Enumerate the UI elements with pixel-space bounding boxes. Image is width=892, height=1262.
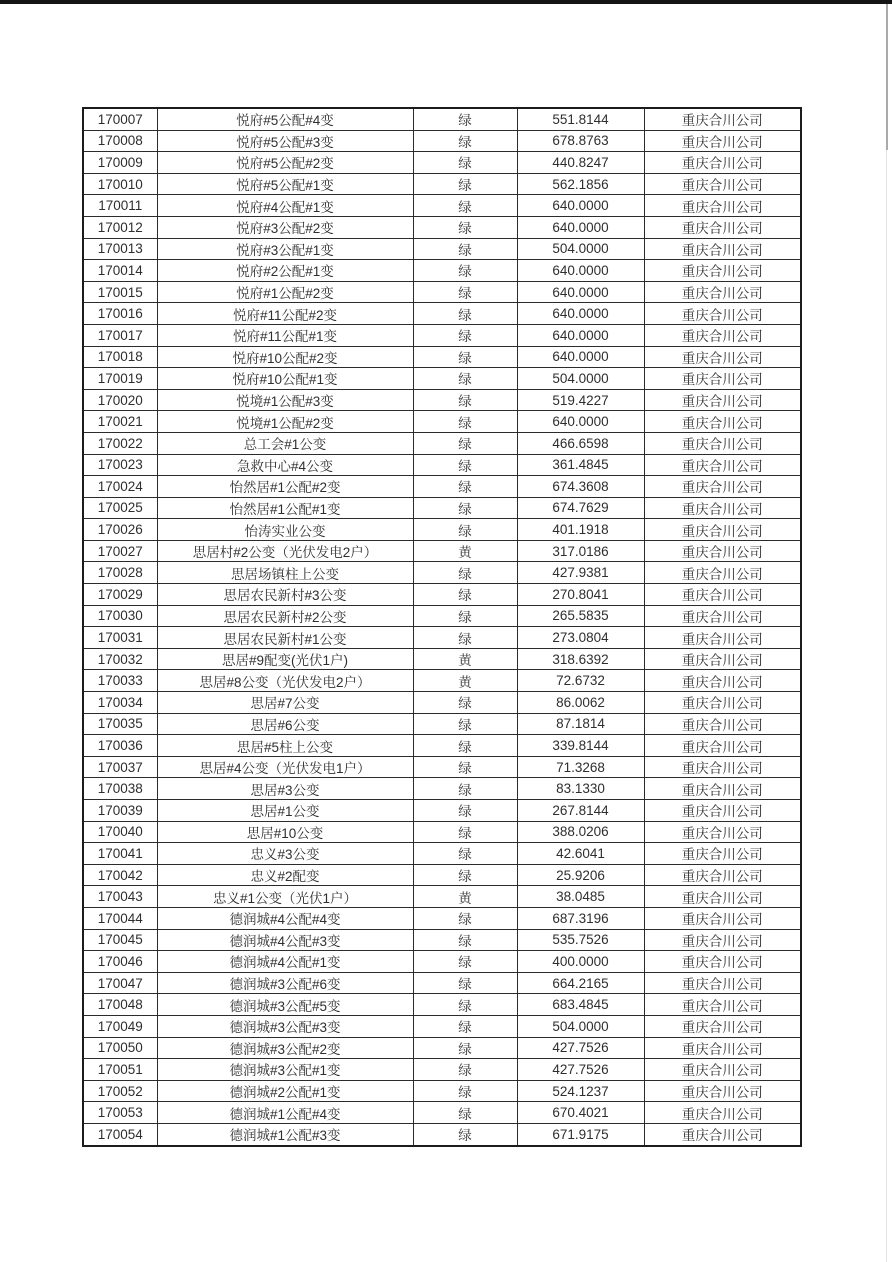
cell-id: 170013 <box>83 238 157 260</box>
table-row <box>83 605 801 627</box>
cell-name: 总工会#1公变 <box>157 432 413 454</box>
cell-id: 170031 <box>83 627 157 649</box>
cell-status: 绿 <box>413 821 517 843</box>
cell-name: 德润城#1公配#4变 <box>157 1102 413 1124</box>
cell-id: 170039 <box>83 800 157 822</box>
table-row <box>83 951 801 973</box>
cell-id: 170054 <box>83 1123 157 1145</box>
cell-id: 170029 <box>83 584 157 606</box>
cell-name: 思居#7公变 <box>157 692 413 714</box>
cell-value: 270.8041 <box>517 584 644 606</box>
cell-status: 绿 <box>413 756 517 778</box>
cell-name: 思居#5柱上公变 <box>157 735 413 757</box>
cell-company: 重庆合川公司 <box>644 260 801 282</box>
cell-value: 640.0000 <box>517 324 644 346</box>
cell-status: 绿 <box>413 389 517 411</box>
table-row <box>83 152 801 174</box>
table-row <box>83 281 801 303</box>
cell-name: 思居农民新村#2公变 <box>157 605 413 627</box>
cell-value: 640.0000 <box>517 411 644 433</box>
cell-name: 悦境#1公配#2变 <box>157 411 413 433</box>
cell-value: 535.7526 <box>517 929 644 951</box>
cell-company: 重庆合川公司 <box>644 476 801 498</box>
cell-value: 524.1237 <box>517 1080 644 1102</box>
cell-id: 170050 <box>83 1037 157 1059</box>
cell-status: 绿 <box>413 907 517 929</box>
table-row <box>83 648 801 670</box>
cell-status: 绿 <box>413 778 517 800</box>
table-row <box>83 562 801 584</box>
table-row <box>83 346 801 368</box>
cell-company: 重庆合川公司 <box>644 303 801 325</box>
cell-status: 绿 <box>413 951 517 973</box>
cell-company: 重庆合川公司 <box>644 584 801 606</box>
cell-id: 170052 <box>83 1080 157 1102</box>
cell-value: 504.0000 <box>517 238 644 260</box>
cell-status: 绿 <box>413 260 517 282</box>
cell-status: 绿 <box>413 368 517 390</box>
cell-name: 悦府#10公配#1变 <box>157 368 413 390</box>
table-row <box>83 540 801 562</box>
table-row <box>83 843 801 865</box>
cell-id: 170033 <box>83 670 157 692</box>
cell-company: 重庆合川公司 <box>644 540 801 562</box>
cell-name: 思居#10公变 <box>157 821 413 843</box>
table-row <box>83 324 801 346</box>
cell-id: 170036 <box>83 735 157 757</box>
table-row <box>83 778 801 800</box>
cell-name: 思居农民新村#3公变 <box>157 584 413 606</box>
cell-value: 678.8763 <box>517 130 644 152</box>
cell-status: 绿 <box>413 713 517 735</box>
page-right-edge-shadow <box>886 4 888 150</box>
cell-value: 440.8247 <box>517 152 644 174</box>
table-row <box>83 692 801 714</box>
cell-id: 170034 <box>83 692 157 714</box>
cell-name: 思居#4公变（光伏发电1户） <box>157 756 413 778</box>
cell-value: 671.9175 <box>517 1123 644 1145</box>
cell-company: 重庆合川公司 <box>644 864 801 886</box>
transformer-data-table <box>82 107 802 1147</box>
cell-company: 重庆合川公司 <box>644 497 801 519</box>
cell-status: 绿 <box>413 562 517 584</box>
cell-id: 170016 <box>83 303 157 325</box>
cell-value: 687.3196 <box>517 907 644 929</box>
cell-value: 400.0000 <box>517 951 644 973</box>
cell-name: 怡涛实业公变 <box>157 519 413 541</box>
cell-name: 悦府#11公配#1变 <box>157 324 413 346</box>
table-row <box>83 260 801 282</box>
cell-name: 思居#1公变 <box>157 800 413 822</box>
cell-id: 170049 <box>83 1015 157 1037</box>
cell-value: 38.0485 <box>517 886 644 908</box>
cell-company: 重庆合川公司 <box>644 368 801 390</box>
cell-id: 170017 <box>83 324 157 346</box>
table-row <box>83 907 801 929</box>
cell-value: 640.0000 <box>517 216 644 238</box>
cell-status: 绿 <box>413 1080 517 1102</box>
cell-value: 427.9381 <box>517 562 644 584</box>
cell-value: 42.6041 <box>517 843 644 865</box>
table-row <box>83 432 801 454</box>
table-row <box>83 411 801 433</box>
cell-name: 思居场镇柱上公变 <box>157 562 413 584</box>
cell-id: 170011 <box>83 195 157 217</box>
cell-name: 悦府#3公配#1变 <box>157 238 413 260</box>
cell-company: 重庆合川公司 <box>644 324 801 346</box>
cell-company: 重庆合川公司 <box>644 907 801 929</box>
cell-company: 重庆合川公司 <box>644 929 801 951</box>
cell-name: 忠义#2配变 <box>157 864 413 886</box>
cell-name: 思居#6公变 <box>157 713 413 735</box>
cell-status: 绿 <box>413 238 517 260</box>
cell-id: 170027 <box>83 540 157 562</box>
cell-name: 思居#3公变 <box>157 778 413 800</box>
cell-id: 170038 <box>83 778 157 800</box>
cell-value: 670.4021 <box>517 1102 644 1124</box>
cell-company: 重庆合川公司 <box>644 432 801 454</box>
cell-name: 悦府#5公配#3变 <box>157 130 413 152</box>
cell-status: 绿 <box>413 972 517 994</box>
cell-value: 551.8144 <box>517 108 644 130</box>
cell-company: 重庆合川公司 <box>644 951 801 973</box>
cell-value: 640.0000 <box>517 303 644 325</box>
table-row <box>83 670 801 692</box>
cell-company: 重庆合川公司 <box>644 411 801 433</box>
table-row <box>83 368 801 390</box>
cell-company: 重庆合川公司 <box>644 454 801 476</box>
cell-value: 640.0000 <box>517 195 644 217</box>
cell-id: 170046 <box>83 951 157 973</box>
cell-value: 339.8144 <box>517 735 644 757</box>
cell-status: 绿 <box>413 216 517 238</box>
cell-value: 388.0206 <box>517 821 644 843</box>
table-row <box>83 627 801 649</box>
cell-id: 170048 <box>83 994 157 1016</box>
cell-id: 170043 <box>83 886 157 908</box>
table-row <box>83 1102 801 1124</box>
cell-status: 绿 <box>413 735 517 757</box>
table-row <box>83 800 801 822</box>
cell-value: 87.1814 <box>517 713 644 735</box>
cell-value: 273.0804 <box>517 627 644 649</box>
cell-value: 267.8144 <box>517 800 644 822</box>
table-row <box>83 1123 801 1145</box>
cell-value: 83.1330 <box>517 778 644 800</box>
table-row <box>83 1059 801 1081</box>
cell-name: 思居村#2公变（光伏发电2户） <box>157 540 413 562</box>
cell-value: 674.3608 <box>517 476 644 498</box>
cell-id: 170032 <box>83 648 157 670</box>
table-row <box>83 1080 801 1102</box>
table-row <box>83 864 801 886</box>
cell-name: 悦境#1公配#3变 <box>157 389 413 411</box>
cell-value: 72.6732 <box>517 670 644 692</box>
cell-id: 170026 <box>83 519 157 541</box>
table-row <box>83 130 801 152</box>
cell-name: 悦府#2公配#1变 <box>157 260 413 282</box>
cell-company: 重庆合川公司 <box>644 756 801 778</box>
cell-company: 重庆合川公司 <box>644 1123 801 1145</box>
cell-company: 重庆合川公司 <box>644 735 801 757</box>
page-right-edge-line <box>886 4 887 1262</box>
cell-company: 重庆合川公司 <box>644 1059 801 1081</box>
cell-id: 170051 <box>83 1059 157 1081</box>
cell-status: 绿 <box>413 324 517 346</box>
cell-status: 绿 <box>413 303 517 325</box>
cell-status: 绿 <box>413 1037 517 1059</box>
cell-value: 86.0062 <box>517 692 644 714</box>
cell-id: 170010 <box>83 173 157 195</box>
table-row <box>83 972 801 994</box>
cell-name: 悦府#11公配#2变 <box>157 303 413 325</box>
cell-status: 绿 <box>413 152 517 174</box>
cell-status: 黄 <box>413 648 517 670</box>
cell-id: 170022 <box>83 432 157 454</box>
cell-company: 重庆合川公司 <box>644 281 801 303</box>
cell-value: 640.0000 <box>517 346 644 368</box>
table-row <box>83 584 801 606</box>
cell-company: 重庆合川公司 <box>644 108 801 130</box>
cell-status: 绿 <box>413 1102 517 1124</box>
cell-status: 绿 <box>413 476 517 498</box>
cell-value: 674.7629 <box>517 497 644 519</box>
cell-name: 悦府#4公配#1变 <box>157 195 413 217</box>
cell-company: 重庆合川公司 <box>644 627 801 649</box>
cell-status: 绿 <box>413 627 517 649</box>
cell-status: 绿 <box>413 346 517 368</box>
cell-value: 427.7526 <box>517 1059 644 1081</box>
page-top-edge-bar <box>0 0 892 4</box>
cell-company: 重庆合川公司 <box>644 821 801 843</box>
cell-value: 25.9206 <box>517 864 644 886</box>
cell-name: 悦府#3公配#2变 <box>157 216 413 238</box>
cell-status: 绿 <box>413 454 517 476</box>
cell-id: 170047 <box>83 972 157 994</box>
cell-status: 绿 <box>413 195 517 217</box>
cell-id: 170018 <box>83 346 157 368</box>
cell-value: 504.0000 <box>517 368 644 390</box>
cell-value: 640.0000 <box>517 281 644 303</box>
cell-name: 忠义#1公变（光伏1户） <box>157 886 413 908</box>
cell-value: 466.6598 <box>517 432 644 454</box>
cell-company: 重庆合川公司 <box>644 605 801 627</box>
cell-name: 德润城#4公配#3变 <box>157 929 413 951</box>
cell-status: 绿 <box>413 1059 517 1081</box>
cell-value: 640.0000 <box>517 260 644 282</box>
cell-id: 170007 <box>83 108 157 130</box>
cell-company: 重庆合川公司 <box>644 1037 801 1059</box>
table-row <box>83 756 801 778</box>
cell-company: 重庆合川公司 <box>644 670 801 692</box>
cell-id: 170024 <box>83 476 157 498</box>
table-row <box>83 497 801 519</box>
cell-status: 绿 <box>413 929 517 951</box>
cell-company: 重庆合川公司 <box>644 713 801 735</box>
cell-value: 683.4845 <box>517 994 644 1016</box>
table-row <box>83 108 801 130</box>
table-row <box>83 735 801 757</box>
cell-id: 170053 <box>83 1102 157 1124</box>
cell-company: 重庆合川公司 <box>644 173 801 195</box>
cell-name: 悦府#5公配#2变 <box>157 152 413 174</box>
cell-status: 绿 <box>413 281 517 303</box>
cell-status: 绿 <box>413 411 517 433</box>
cell-name: 悦府#5公配#4变 <box>157 108 413 130</box>
cell-company: 重庆合川公司 <box>644 1015 801 1037</box>
cell-name: 思居#8公变（光伏发电2户） <box>157 670 413 692</box>
cell-status: 绿 <box>413 173 517 195</box>
table-row <box>83 303 801 325</box>
cell-status: 绿 <box>413 605 517 627</box>
cell-name: 忠义#3公变 <box>157 843 413 865</box>
cell-value: 664.2165 <box>517 972 644 994</box>
cell-company: 重庆合川公司 <box>644 778 801 800</box>
cell-company: 重庆合川公司 <box>644 1080 801 1102</box>
table-row <box>83 389 801 411</box>
cell-company: 重庆合川公司 <box>644 886 801 908</box>
cell-status: 绿 <box>413 800 517 822</box>
cell-name: 德润城#4公配#4变 <box>157 907 413 929</box>
cell-name: 思居#9配变(光伏1户) <box>157 648 413 670</box>
cell-name: 德润城#2公配#1变 <box>157 1080 413 1102</box>
cell-company: 重庆合川公司 <box>644 216 801 238</box>
cell-value: 504.0000 <box>517 1015 644 1037</box>
cell-company: 重庆合川公司 <box>644 130 801 152</box>
cell-id: 170014 <box>83 260 157 282</box>
cell-id: 170019 <box>83 368 157 390</box>
cell-status: 绿 <box>413 584 517 606</box>
cell-status: 黄 <box>413 670 517 692</box>
cell-id: 170030 <box>83 605 157 627</box>
table-row <box>83 1015 801 1037</box>
cell-id: 170041 <box>83 843 157 865</box>
cell-name: 思居农民新村#1公变 <box>157 627 413 649</box>
cell-status: 绿 <box>413 108 517 130</box>
cell-company: 重庆合川公司 <box>644 648 801 670</box>
cell-company: 重庆合川公司 <box>644 389 801 411</box>
table-row <box>83 821 801 843</box>
cell-name: 怡然居#1公配#1变 <box>157 497 413 519</box>
cell-id: 170020 <box>83 389 157 411</box>
table-row <box>83 929 801 951</box>
cell-company: 重庆合川公司 <box>644 346 801 368</box>
table-row <box>83 195 801 217</box>
cell-company: 重庆合川公司 <box>644 692 801 714</box>
cell-value: 562.1856 <box>517 173 644 195</box>
cell-id: 170040 <box>83 821 157 843</box>
cell-status: 绿 <box>413 692 517 714</box>
cell-status: 绿 <box>413 432 517 454</box>
cell-id: 170042 <box>83 864 157 886</box>
cell-status: 黄 <box>413 886 517 908</box>
table-row <box>83 454 801 476</box>
cell-status: 绿 <box>413 994 517 1016</box>
cell-status: 绿 <box>413 843 517 865</box>
table-row <box>83 519 801 541</box>
cell-name: 德润城#1公配#3变 <box>157 1123 413 1145</box>
table-row <box>83 886 801 908</box>
cell-name: 德润城#3公配#2变 <box>157 1037 413 1059</box>
table-body <box>83 108 801 1146</box>
cell-id: 170025 <box>83 497 157 519</box>
cell-id: 170021 <box>83 411 157 433</box>
cell-name: 德润城#3公配#1变 <box>157 1059 413 1081</box>
cell-name: 悦府#5公配#1变 <box>157 173 413 195</box>
cell-name: 急救中心#4公变 <box>157 454 413 476</box>
cell-status: 绿 <box>413 1015 517 1037</box>
table-row <box>83 173 801 195</box>
cell-company: 重庆合川公司 <box>644 843 801 865</box>
cell-status: 绿 <box>413 497 517 519</box>
cell-company: 重庆合川公司 <box>644 562 801 584</box>
cell-name: 悦府#10公配#2变 <box>157 346 413 368</box>
cell-company: 重庆合川公司 <box>644 994 801 1016</box>
cell-company: 重庆合川公司 <box>644 195 801 217</box>
cell-status: 绿 <box>413 1123 517 1145</box>
table-row <box>83 216 801 238</box>
cell-id: 170023 <box>83 454 157 476</box>
cell-id: 170008 <box>83 130 157 152</box>
cell-value: 519.4227 <box>517 389 644 411</box>
cell-name: 德润城#4公配#1变 <box>157 951 413 973</box>
cell-id: 170037 <box>83 756 157 778</box>
cell-id: 170044 <box>83 907 157 929</box>
cell-id: 170035 <box>83 713 157 735</box>
cell-status: 绿 <box>413 864 517 886</box>
cell-id: 170012 <box>83 216 157 238</box>
cell-value: 401.1918 <box>517 519 644 541</box>
table-row <box>83 238 801 260</box>
cell-id: 170045 <box>83 929 157 951</box>
cell-name: 德润城#3公配#3变 <box>157 1015 413 1037</box>
cell-status: 黄 <box>413 540 517 562</box>
cell-id: 170015 <box>83 281 157 303</box>
cell-value: 361.4845 <box>517 454 644 476</box>
cell-value: 265.5835 <box>517 605 644 627</box>
cell-name: 悦府#1公配#2变 <box>157 281 413 303</box>
cell-company: 重庆合川公司 <box>644 800 801 822</box>
table-row <box>83 476 801 498</box>
cell-company: 重庆合川公司 <box>644 1102 801 1124</box>
table-row <box>83 994 801 1016</box>
cell-company: 重庆合川公司 <box>644 152 801 174</box>
cell-value: 318.6392 <box>517 648 644 670</box>
cell-value: 317.0186 <box>517 540 644 562</box>
cell-company: 重庆合川公司 <box>644 238 801 260</box>
cell-name: 德润城#3公配#5变 <box>157 994 413 1016</box>
cell-status: 绿 <box>413 519 517 541</box>
cell-name: 德润城#3公配#6变 <box>157 972 413 994</box>
cell-value: 71.3268 <box>517 756 644 778</box>
cell-id: 170028 <box>83 562 157 584</box>
table-row <box>83 1037 801 1059</box>
cell-status: 绿 <box>413 130 517 152</box>
cell-company: 重庆合川公司 <box>644 972 801 994</box>
cell-name: 怡然居#1公配#2变 <box>157 476 413 498</box>
table-row <box>83 713 801 735</box>
cell-id: 170009 <box>83 152 157 174</box>
cell-value: 427.7526 <box>517 1037 644 1059</box>
cell-company: 重庆合川公司 <box>644 519 801 541</box>
